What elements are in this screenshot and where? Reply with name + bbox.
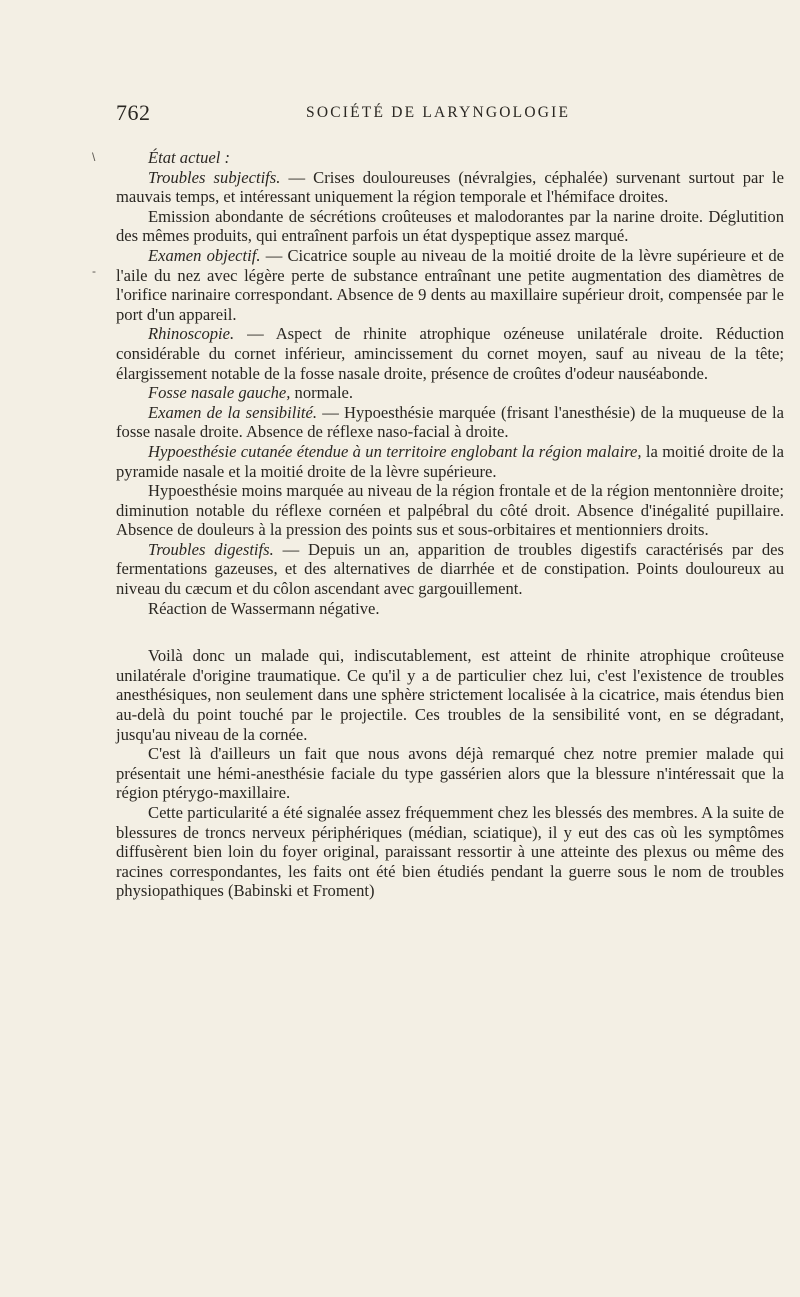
paragraph-text: — Depuis un an, apparition de troubles digestifs caractérisés par des fermentations gazeuses, et des alternatives de diarrhée et de constipation. Points douloureux au niveau du cæcum et du côlon ascendant avec gargouillement.	[116, 539, 784, 599]
paragraph-lead: Troubles digestifs.	[148, 539, 274, 559]
paragraph-examen-objectif	[116, 246, 784, 324]
paragraph-lead: Rhinoscopie.	[148, 324, 235, 344]
paragraph-emission	[116, 207, 784, 246]
paragraph-text: Hypoesthésie moins marquée au niveau de la région frontale et de la région mentonnière droite; diminution notable du réflexe cornéen et palpébral du côté droit. Absence d'inégalité pupillaire. Absence de douleurs à la pression des points sus et sous-orbitaires et mentionniers droits.	[116, 481, 784, 540]
paragraph-text: — Hypoesthésie marquée (frisant l'anesthésie) de la muqueuse de la fosse nasale droite. Absence de réflexe naso-facial à droite.	[116, 402, 784, 442]
paragraph-lead: Examen objectif.	[148, 245, 261, 265]
paragraph-text: normale.	[290, 383, 354, 403]
paragraph-lead: Hypoesthésie cutanée étendue à un territoire englobant la région malaire,	[148, 441, 642, 461]
paragraph-etat-actuel	[116, 148, 784, 168]
paragraph-text: Réaction de Wassermann négative.	[148, 598, 380, 618]
running-head: SOCIÉTÉ DE LARYNGOLOGIE	[306, 104, 571, 121]
paragraph-wassermann	[116, 599, 784, 619]
paragraph-text: la moitié droite de la pyramide nasale et la moitié droite de la lèvre supérieure.	[116, 441, 784, 481]
paragraph-text: C'est là d'ailleurs un fait que nous avons déjà remarqué chez notre premier malade qui présentait une hémi-anesthésie faciale du type gassérien alors que la blessure n'intéressait que la région ptérygo-maxillaire.	[116, 744, 784, 803]
paragraph-lead: Fosse nasale gauche,	[148, 383, 291, 403]
paragraph-rhinoscopie	[116, 324, 784, 383]
paragraph-examen-sensibilite	[116, 403, 784, 442]
paragraph-fosse-gauche	[116, 383, 784, 403]
paragraph-lead: État actuel :	[148, 148, 231, 167]
section-gap	[116, 618, 784, 646]
paragraph-particularite	[116, 803, 784, 901]
page-number: 762	[116, 100, 151, 125]
paragraph-lead: Troubles subjectifs.	[148, 167, 281, 187]
paragraph-lead: Examen de la sensibilité.	[148, 402, 318, 422]
paragraph-voila	[116, 646, 784, 744]
paragraph-text: Voilà donc un malade qui, indiscutablement, est atteint de rhinite atrophique croûteuse unilatérale d'origine traumatique. Ce qu'il y a de particulier chez lui, c'est l'existence de troubles anesthésiques, non seulement dans une sphère strictement localisée à la cicatrice, mais étendus bien au-delà du point touché par le projectile. Ces troubles de la sensibilité vont, en se dégradant, jusqu'au niveau de la cornée.	[116, 646, 784, 744]
page-header	[116, 100, 784, 130]
paragraph-cest-la	[116, 744, 784, 803]
paragraph-text: — Aspect de rhinite atrophique ozéneuse unilatérale droite. Réduction considérable du cornet inférieur, amincissement du cornet moyen, sauf au niveau de la tête; élargissement notable de la fosse nasale droite, présence de croûtes d'odeur nauséabonde.	[116, 324, 784, 383]
margin-mark-mid: -	[92, 264, 96, 278]
paragraph-hypoesthesie-moins	[116, 481, 784, 540]
margin-mark-top: \	[92, 150, 96, 164]
body-text	[116, 148, 784, 901]
paragraph-text: Emission abondante de sécrétions croûteuses et malodorantes par la narine droite. Déglutition des mêmes produits, qui entraînent parfois un état dyspeptique assez marqué.	[116, 206, 784, 246]
paragraph-troubles-digestifs	[116, 540, 784, 599]
paragraph-troubles-subjectifs	[116, 168, 784, 207]
paragraph-text: Cette particularité a été signalée assez fréquemment chez les blessés des membres. A la suite de blessures de troncs nerveux périphériques (médian, sciatique), il y eut des cas où les symptômes diffusèrent bien loin du foyer original, paraissant ressortir à une atteinte des plexus ou même des racines correspondantes, les faits ont été bien étudiés pendant la guerre sous le nom de troubles physiopathiques (Babinski et Froment)	[116, 803, 784, 901]
paragraph-text: — Cicatrice souple au niveau de la moitié droite de la lèvre supérieure et de l'aile du nez avec légère perte de substance entraînant une petite augmentation des diamètres de l'orifice narinaire correspondant. Absence de 9 dents au maxillaire supérieur droit, compensée par le port d'un appareil.	[116, 245, 784, 324]
paragraph-hypoesthesie-cutanee	[116, 442, 784, 481]
paragraph-text: — Crises douloureuses (névralgies, céphalée) survenant surtout par le mauvais temps, et intéressant uniquement la région temporale et l'hémiface droites.	[116, 167, 784, 207]
